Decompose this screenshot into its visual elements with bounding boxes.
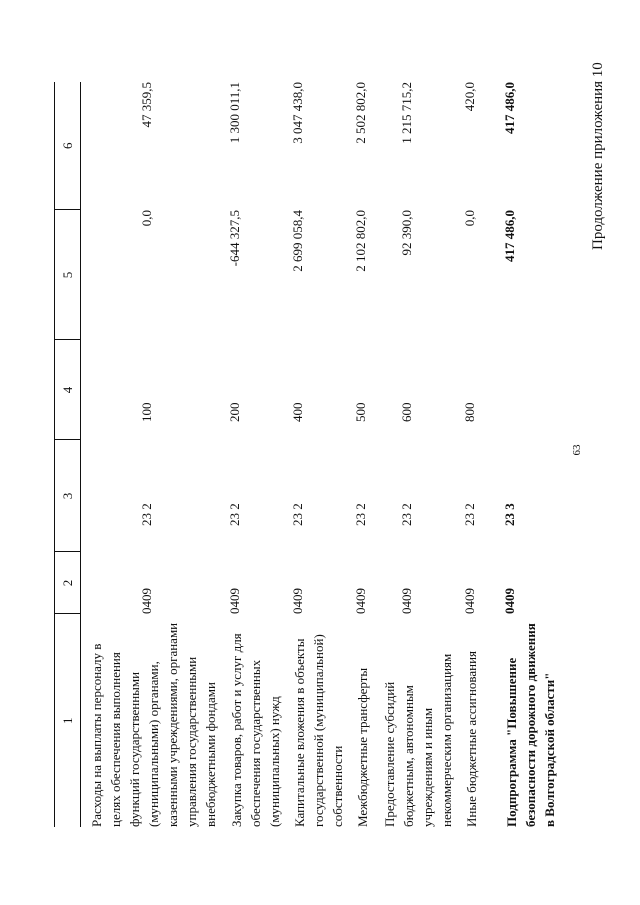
expense-type-code: 500 (352, 402, 368, 422)
expense-type-code: 800 (461, 402, 477, 422)
table-row (284, 82, 347, 827)
amount-col5: 0,0 (461, 210, 477, 227)
program-code: 23 2 (226, 503, 242, 526)
section-code: 0409 (226, 588, 242, 614)
row-name: Закупка товаров, работ и услуг для обеспечения государственных (муниципальных) нужд (228, 633, 282, 827)
program-code: 23 3 (501, 503, 517, 526)
page-number: 63 (571, 444, 583, 456)
program-code: 23 2 (352, 503, 368, 526)
amount-col6: 3 047 438,0 (289, 82, 305, 144)
section-code: 0409 (289, 588, 305, 614)
table-row (81, 82, 221, 827)
amount-col6: 417 486,0 (501, 82, 517, 134)
amount-col6: 420,0 (461, 82, 477, 112)
amount-col6: 1 300 011,1 (226, 82, 242, 144)
expense-type-code (488, 340, 568, 440)
program-code: 23 2 (289, 503, 305, 526)
expense-type-code: 100 (139, 402, 154, 422)
column-header: 4 (55, 340, 81, 440)
row-name: Предоставление субсидий бюджетным, автономным учреждениям и иным некоммерческим организациям (381, 653, 454, 827)
section-code: 0409 (352, 588, 368, 614)
table-row (456, 82, 488, 827)
program-code: 23 2 (461, 503, 477, 526)
section-code: 0409 (139, 588, 154, 614)
continuation-caption: Продолжение приложения 10 (590, 62, 606, 250)
table-row (347, 82, 374, 827)
row-name: Подпрограмма "Повышение безопасности дорожного движения в Волгоградской области" (503, 623, 557, 827)
amount-col5: 417 486,0 (501, 210, 517, 262)
column-header: 2 (55, 552, 81, 614)
amount-col5: 92 390,0 (398, 210, 414, 256)
column-header: 6 (55, 82, 81, 210)
column-header: 3 (55, 440, 81, 552)
amount-col6: 1 215 715,2 (398, 82, 414, 144)
column-header: 5 (55, 210, 81, 340)
budget-table (54, 82, 568, 827)
row-name: Капитальные вложения в объекты государственной (муниципальной) собственности (291, 634, 345, 827)
row-name: Межбюджетные трансферты (354, 667, 370, 827)
amount-col5: -644 327,5 (226, 210, 242, 267)
section-code: 0409 (501, 588, 517, 614)
table-row (374, 82, 456, 827)
row-name: Иные бюджетные ассигнования (463, 650, 479, 827)
expense-type-code: 200 (226, 402, 242, 422)
amount-col6: 2 502 802,0 (352, 82, 368, 144)
column-number-row (55, 82, 81, 827)
section-code: 0409 (461, 588, 477, 614)
table-row-subtotal (488, 82, 568, 827)
program-code: 23 2 (398, 503, 414, 526)
amount-col5: 2 102 802,0 (352, 210, 368, 272)
table-row (221, 82, 284, 827)
amount-col5: 0,0 (139, 210, 154, 227)
row-name: Расходы на выплаты персоналу в целях обеспечения выполнения функций государственными (муниципальными) органами, казенными учреждениями, органами управления государственными внебюджетными фондами (89, 622, 218, 827)
expense-type-code: 400 (289, 402, 305, 422)
column-header: 1 (55, 614, 81, 827)
section-code: 0409 (398, 588, 414, 614)
amount-col6: 47 359,5 (139, 82, 154, 128)
amount-col5: 2 699 058,4 (289, 210, 305, 272)
program-code: 23 2 (139, 503, 154, 526)
expense-type-code: 600 (398, 402, 414, 422)
